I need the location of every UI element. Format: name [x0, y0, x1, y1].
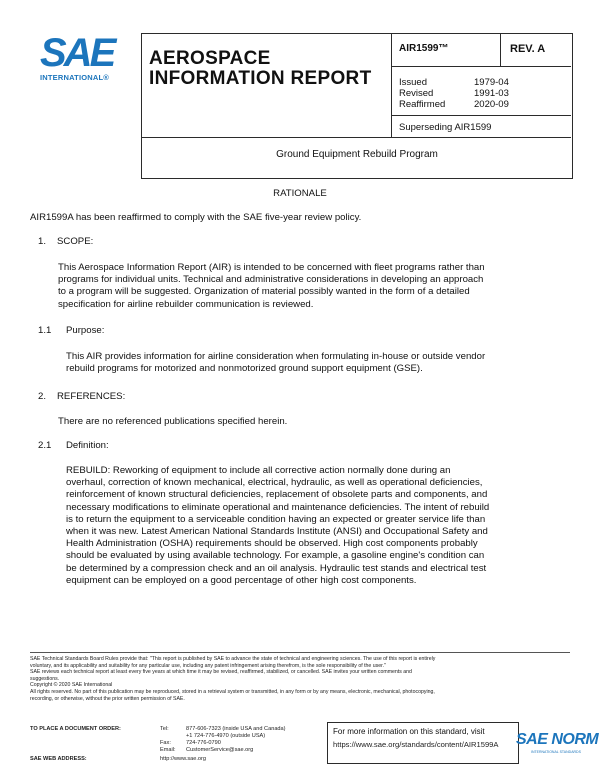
revision-label: REV. A [510, 43, 546, 55]
date-label-reaffirmed: Reaffirmed [399, 99, 446, 110]
tel-value: +1 724-776-4970 (outside USA) [186, 733, 266, 739]
footer-line: SAE Technical Standards Board Rules provide that: "This report is published by SAE to advance the state of technical and engineering sciences. The use of this report is entirely [30, 656, 436, 662]
header-divider [141, 137, 571, 138]
registered-mark: ® [103, 73, 110, 82]
fax-label: Fax: [160, 740, 171, 746]
section-2-1-number: 2.1 [38, 440, 52, 451]
date-values [474, 77, 509, 110]
tel-label: Tel: [160, 726, 169, 732]
sae-logo-mark: SAE [40, 31, 114, 75]
section-2-text: There are no referenced publications specified herein. [58, 416, 288, 427]
document-type-line2: INFORMATION REPORT [149, 68, 372, 89]
footer-line: suggestions. [30, 675, 60, 682]
sae-logo-tagline: INTERNATIONAL [40, 73, 104, 82]
section-2-title: REFERENCES: [57, 391, 126, 402]
footer-notices [30, 656, 575, 702]
paragraph-line: This Aerospace Information Report (AIR) is intended to be concerned with fleet programs rather than [58, 262, 485, 273]
date-labels [399, 77, 445, 110]
rationale-text: AIR1599A has been reaffirmed to comply with the SAE five-year review policy. [30, 212, 362, 223]
section-1-1-number: 1.1 [38, 325, 52, 336]
paragraph-line: programs for individual units. Technical and administrative considerations in developing an approach [58, 274, 484, 286]
footer-line: All rights reserved. No part of this publication may be reproduced, stored in a retrieval system or transmitted, in any form or by any means, electronic, mechanical, photocopying, [30, 688, 435, 695]
document-type [149, 49, 371, 89]
footer-line: voluntary, and its applicability and suitability for any particular use, including any patent infringement arising therefrom, is the sole responsibility of the user." [30, 662, 386, 669]
paragraph-line: REBUILD: Reworking of equipment to include all corrective action normally done during an [66, 465, 451, 476]
paragraph-line: specification for airline rebuilder communication is reviewed. [58, 298, 314, 310]
footer-line: SAE reviews each technical report at least every five years at which time it may be revised, reaffirmed, stabilized, or cancelled. SAE invites your written comments and [30, 669, 412, 676]
paragraph-line: This AIR provides information for airline consideration when formulating in-house or outside vendor [66, 351, 486, 362]
document-type-line1: AEROSPACE [149, 48, 271, 69]
section-2-number: 2. [38, 391, 47, 402]
more-info-text: For more information on this standard, visit [333, 727, 485, 736]
section-2-1-title: Definition: [66, 440, 109, 451]
fax-value: 724-776-0790 [186, 740, 221, 746]
header-divider [391, 115, 571, 116]
sae-norm-subtitle: INTERNATIONAL STANDARDS [531, 750, 581, 754]
web-label: SAE WEB ADDRESS: [30, 756, 87, 762]
section-1-number: 1. [38, 236, 47, 247]
paragraph-line: equipment can be employed on a good percentage of other high cost components. [66, 574, 417, 586]
paragraph-line: Health Administration (OSHA) requirements should be observed. High cost components probably [66, 538, 478, 550]
date-value-revised: 1991-03 [474, 88, 509, 99]
paragraph-line: rebuild programs for motorized and nonmotorized ground support equipment (GSE). [66, 363, 423, 375]
footer-rule [30, 652, 570, 653]
paragraph-line: necessary modifications to eliminate operational and maintenance deficiencies. The intent of rebuild [66, 501, 490, 513]
paragraph-line: is to return the equipment to a serviceable condition having an expected or greater service life than [66, 513, 486, 525]
email-link[interactable]: CustomerService@sae.org [186, 747, 254, 753]
superseding-note: Superseding AIR1599 [399, 122, 492, 133]
email-label: Email: [160, 747, 176, 753]
document-subject: Ground Equipment Rebuild Program [276, 149, 438, 160]
contact-labels [160, 726, 176, 754]
definition-paragraph [66, 465, 489, 587]
section-1-title: SCOPE: [57, 236, 94, 247]
date-value-reaffirmed: 2020-09 [474, 99, 509, 110]
date-value-issued: 1979-04 [474, 77, 509, 88]
section-1-paragraph [58, 262, 485, 311]
paragraph-line: should be evaluated by using available technology. For example, a gasoline engine's condition can [66, 550, 485, 562]
paragraph-line: to a program will be suggested. Organization of material possibly wanted in the form of a detailed [58, 286, 470, 298]
paragraph-line: be determined by a compression check and an oil analysis. Hydraulic test stands and electrical test [66, 562, 487, 574]
section-1-1-paragraph [66, 351, 485, 375]
header-divider [500, 33, 501, 66]
rationale-heading: RATIONALE [273, 188, 327, 199]
standard-url-link[interactable]: https://www.sae.org/standards/content/AIR1599A [333, 740, 499, 749]
web-link[interactable]: http://www.sae.org [160, 756, 207, 762]
footer-line: Copyright © 2020 SAE International [30, 682, 113, 689]
sae-logo [40, 31, 122, 82]
paragraph-line: overhaul, correction of known mechanical, electrical, hydraulic, as well as operational deficiencies, [66, 477, 483, 489]
sae-norm-logo: SAE NORM [516, 731, 599, 748]
header-divider [391, 66, 571, 67]
date-label-issued: Issued [399, 77, 427, 88]
tel-value: 877-606-7323 (inside USA and Canada) [186, 726, 286, 732]
contact-values [186, 726, 286, 754]
paragraph-line: when it was new. Latest American National Standards Institute (ANSI) and Occupational Safety and [66, 526, 488, 538]
document-number: AIR1599™ [399, 43, 449, 54]
footer-line: recording, or otherwise, without the prior written permission of SAE. [30, 695, 185, 702]
section-1-1-title: Purpose: [66, 325, 105, 336]
date-label-revised: Revised [399, 88, 434, 99]
order-label: TO PLACE A DOCUMENT ORDER: [30, 726, 121, 732]
paragraph-line: reinforcement of known structural deficiencies, replacement of obsolete parts and components, and [66, 489, 488, 501]
